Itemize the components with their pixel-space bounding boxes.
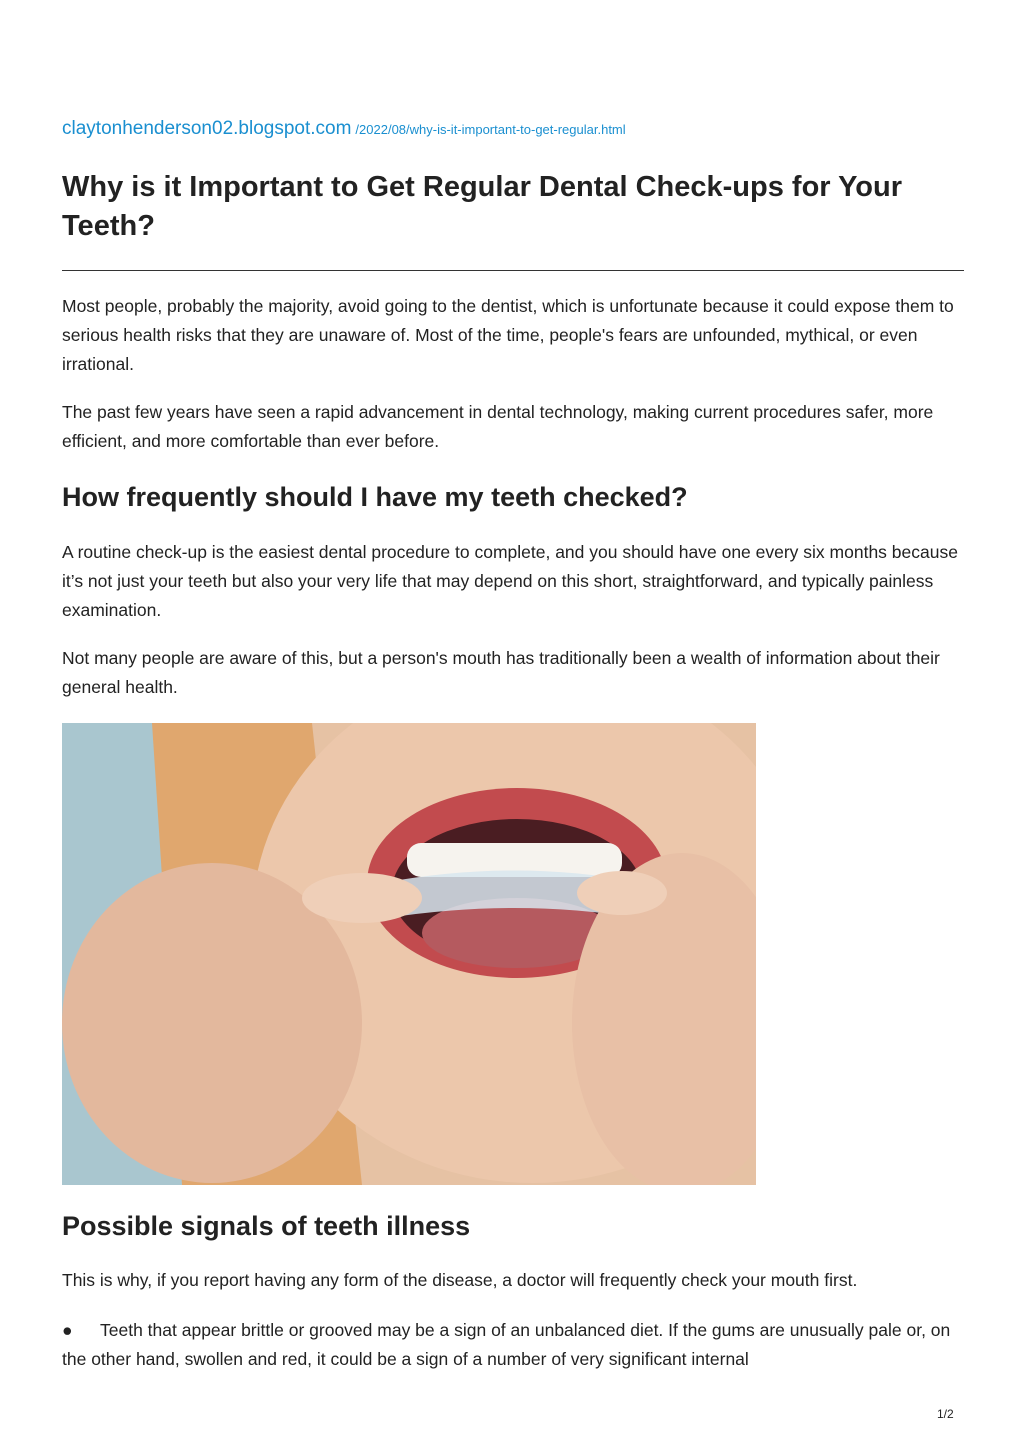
list-item-text: Teeth that appear brittle or grooved may be a sign of an unbalanced diet. If the gums are unusually pale or, on the other hand, swollen and red, it could be a sign of a number of very significant internal <box>62 1320 951 1369</box>
page-number: 1/2 <box>937 1407 954 1421</box>
intro-paragraph-1: Most people, probably the majority, avoid going to the dentist, which is unfortunate because it could expose them to serious health risks that they are unaware of. Most of the time, people's fears are unfounded, mythical, or even irrational. <box>62 296 954 374</box>
bullet-icon: ● <box>62 1320 73 1340</box>
source-url[interactable] <box>62 118 626 140</box>
section-frequency-paragraph-2: Not many people are aware of this, but a person's mouth has traditionally been a wealth of information about their general health. <box>62 648 940 697</box>
section-frequency-paragraph-1: A routine check-up is the easiest dental procedure to complete, and you should have one every six months because it’s not just your teeth but also your very life that may depend on this short, straightforward, and typically painless examination. <box>62 542 958 620</box>
article-title: Why is it Important to Get Regular Dental Check-ups for Your Teeth? <box>62 171 903 242</box>
photo-illustration <box>62 723 756 1185</box>
intro-paragraph-2: The past few years have seen a rapid advancement in dental technology, making current procedures safer, more efficient, and more comfortable than ever before. <box>62 402 934 451</box>
title-divider <box>62 270 964 271</box>
article-photo <box>62 723 756 1185</box>
section-heading-signals: Possible signals of teeth illness <box>62 1211 471 1241</box>
source-domain-link[interactable]: claytonhenderson02.blogspot.com <box>62 118 352 139</box>
list-item <box>62 1316 962 1374</box>
section-signals-paragraph: This is why, if you report having any form of the disease, a doctor will frequently check your mouth first. <box>62 1270 858 1290</box>
source-path-link[interactable]: /2022/08/why-is-it-important-to-get-regular.html <box>355 122 626 137</box>
section-heading-frequency: How frequently should I have my teeth checked? <box>62 482 688 512</box>
